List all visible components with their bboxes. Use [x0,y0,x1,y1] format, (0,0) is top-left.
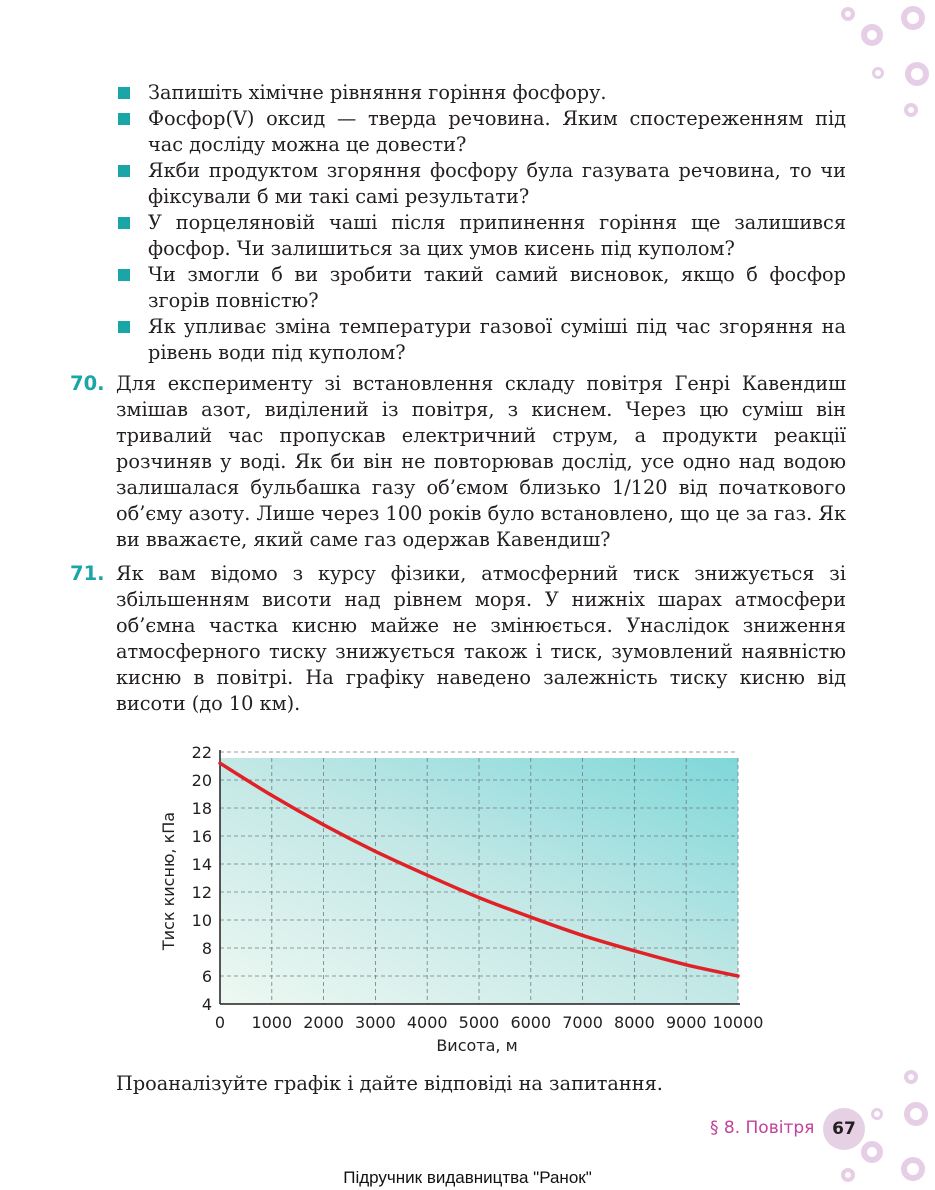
bullet-square-icon [118,269,130,281]
y-tick-label: 10 [191,911,212,930]
instruction-text: Проаналізуйте графік і дайте відповіді на запитання. [116,1072,663,1095]
y-tick-label: 8 [201,939,212,958]
task-number: 70. [70,372,105,395]
y-tick-label: 6 [201,967,212,986]
question-text: Як упливає зміна температури газової суміші під час згоряння на рівень води під куполом? [148,315,846,364]
question-item [116,106,846,158]
y-tick-label: 22 [191,743,212,762]
task-text: Як вам відомо з курсу фізики, атмосферний тиск знижується зі збільшенням висоти над рівнем моря. У нижніх шарах атмосфери об’ємна частка кисню майже не змінюється. Унаслідок зниження атмосферного тиску знижується також і тиск, зумовлений наявністю кисню в повітрі. На графіку наведено залежність тиску кисню від висоти (до 10 км). [116,562,846,715]
x-tick-label: 7000 [562,1013,603,1032]
x-tick-label: 8000 [614,1013,655,1032]
x-tick-label: 2000 [303,1013,344,1032]
x-tick-label: 10000 [712,1013,764,1032]
bullet-square-icon [118,217,130,229]
x-tick-labels [215,1013,764,1032]
section-title: § 8. Повітря [710,1118,815,1138]
bullet-square-icon [118,165,130,177]
y-tick-labels [192,743,212,1014]
y-tick-label: 16 [191,827,212,846]
task-number: 71. [70,562,105,585]
y-tick-label: 12 [191,883,212,902]
y-tick-label: 4 [201,995,212,1014]
x-tick-label: 0 [214,1013,226,1032]
x-tick-label: 3000 [355,1013,396,1032]
task-71 [70,561,846,717]
bullet-square-icon [118,87,130,99]
page-number: 67 [823,1108,865,1150]
x-axis-label: Висота, м [436,1036,518,1055]
question-text: Якби продуктом згоряння фосфору була газувата речовина, то чи фіксували б ми такі самі результати? [148,159,846,208]
question-text: Фосфор(V) оксид — тверда речовина. Яким спостереженням під час досліду можна це довести? [148,107,846,156]
x-tick-label: 6000 [510,1013,552,1032]
x-tick-label: 9000 [665,1013,707,1032]
y-tick-label: 18 [191,799,212,818]
y-tick-label: 14 [191,855,212,874]
task-text: Для експерименту зі встановлення складу повітря Генрі Кавендиш змішав азот, виділений із повітря, з киснем. Через цю суміш він тривалий час пропускав електричний струм, а продукти реакції розчиняв у воді. Як би він не повторював дослід, усе одно над водою залишалася бульбашка газу об’ємом близько 1/120 від початкового об’єму азоту. Лише через 100 років було встановлено, що це за газ. Як ви вважаєте, який саме газ одержав Кавендиш? [116,372,846,551]
question-item [116,314,846,366]
question-item [116,210,846,262]
x-tick-label: 5000 [458,1013,500,1032]
bullet-square-icon [118,113,130,125]
oxygen-pressure-chart [150,736,770,1056]
question-item [116,262,846,314]
y-tick-label: 20 [191,771,212,790]
question-text: Чи змогли б ви зробити такий самий висновок, якщо б фосфор згорів повністю? [148,263,846,312]
x-tick-label: 4000 [406,1013,448,1032]
task-70 [70,371,846,553]
y-axis-label: Тиск кисню, кПа [159,811,178,951]
bullet-square-icon [118,321,130,333]
question-text: Запишіть хімічне рівняння горіння фосфору. [148,81,607,104]
x-tick-label: 1000 [251,1013,293,1032]
question-list [116,80,846,366]
question-item [116,80,846,106]
publisher-footer: Підручник видавництва "Ранок" [343,1168,592,1187]
question-text: У порцеляновій чаші після припинення горіння ще залишився фосфор. Чи залишиться за цих умов кисень під куполом? [148,211,846,260]
question-item [116,158,846,210]
